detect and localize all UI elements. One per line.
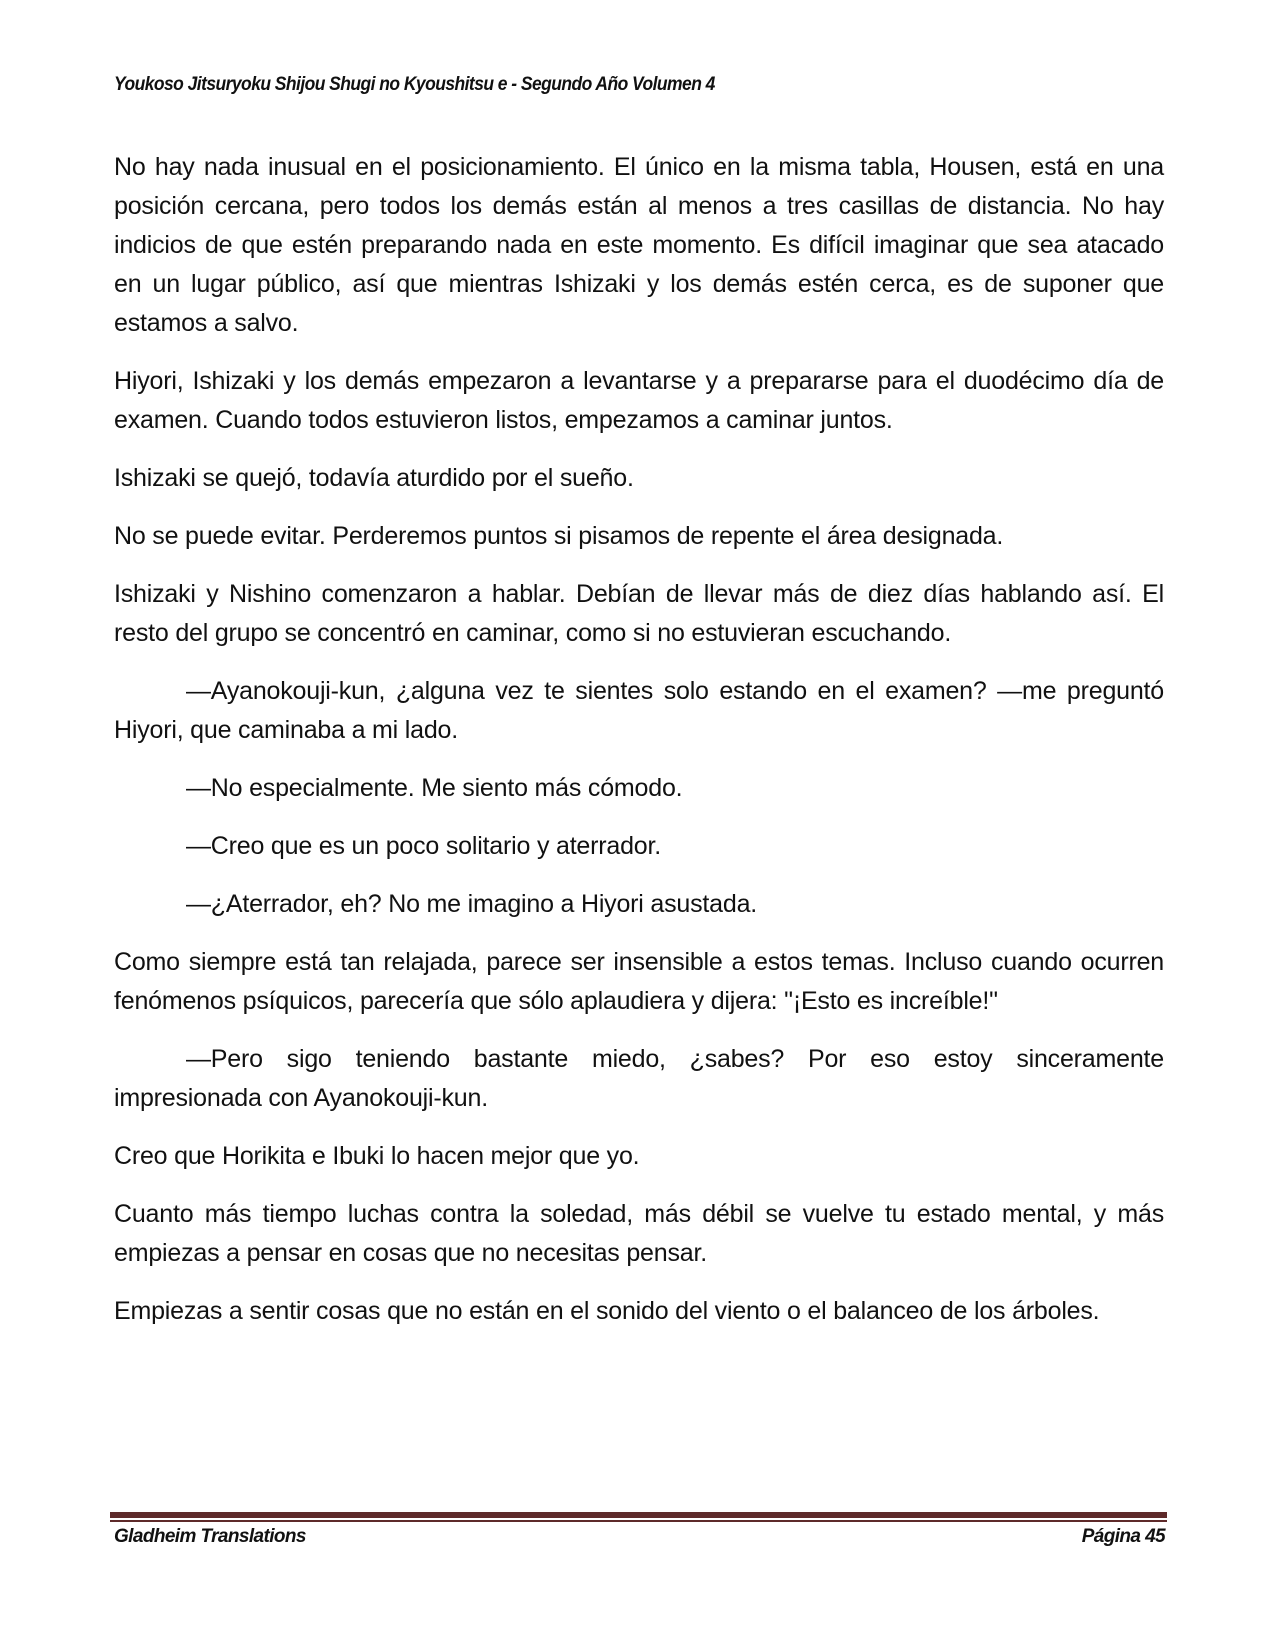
paragraph: No se puede evitar. Perderemos puntos si pisamos de repente el área designada. bbox=[114, 522, 1004, 550]
footer-page-number: Página 45 bbox=[1081, 1526, 1165, 1547]
paragraph: Cuanto más tiempo luchas contra la soledad, más débil se vuelve tu estado mental, y más empiezas a pensar en cosas que no necesitas pensar. bbox=[114, 1200, 1164, 1267]
paragraph: Empiezas a sentir cosas que no están en el sonido del viento o el balanceo de los árboles. bbox=[114, 1297, 1100, 1325]
page-body bbox=[114, 148, 1164, 1350]
paragraph: No hay nada inusual en el posicionamiento. El único en la misma tabla, Housen, está en una posición cercana, pero todos los demás están al menos a tres casillas de distancia. No hay indicios de que estén preparando nada en este momento. Es difícil imaginar que sea atacado en un lugar público, así que mientras Ishizaki y los demás estén cerca, es de suponer que estamos a salvo. bbox=[114, 153, 1164, 337]
footer-rule-thick bbox=[110, 1512, 1167, 1518]
dialogue-paragraph: —Creo que es un poco solitario y aterrador. bbox=[186, 832, 661, 860]
dialogue-paragraph: —Pero sigo teniendo bastante miedo, ¿sabes? Por eso estoy sinceramente impresionada con Ayanokouji-kun. bbox=[114, 1045, 1164, 1112]
paragraph: Ishizaki se quejó, todavía aturdido por el sueño. bbox=[114, 464, 634, 492]
dialogue-paragraph: —¿Aterrador, eh? No me imagino a Hiyori asustada. bbox=[186, 890, 758, 918]
footer-rule-thin bbox=[110, 1520, 1167, 1522]
dialogue-paragraph: —Ayanokouji-kun, ¿alguna vez te sientes solo estando en el examen? —me preguntó Hiyori, que caminaba a mi lado. bbox=[114, 677, 1164, 744]
paragraph: Creo que Horikita e Ibuki lo hacen mejor que yo. bbox=[114, 1142, 640, 1170]
paragraph: Como siempre está tan relajada, parece ser insensible a estos temas. Incluso cuando ocurren fenómenos psíquicos, parecería que sólo aplaudiera y dijera: "¡Esto es increíble!" bbox=[114, 948, 1164, 1015]
dialogue-paragraph: —No especialmente. Me siento más cómodo. bbox=[186, 774, 683, 802]
paragraph: Hiyori, Ishizaki y los demás empezaron a levantarse y a prepararse para el duodécimo día de examen. Cuando todos estuvieron listos, empezamos a caminar juntos. bbox=[114, 367, 1164, 434]
paragraph: Ishizaki y Nishino comenzaron a hablar. Debían de llevar más de diez días hablando así. El resto del grupo se concentró en caminar, como si no estuvieran escuchando. bbox=[114, 580, 1164, 647]
running-header: Youkoso Jitsuryoku Shijou Shugi no Kyoushitsu e - Segundo Año Volumen 4 bbox=[114, 74, 715, 95]
footer-translator: Gladheim Translations bbox=[114, 1526, 306, 1547]
